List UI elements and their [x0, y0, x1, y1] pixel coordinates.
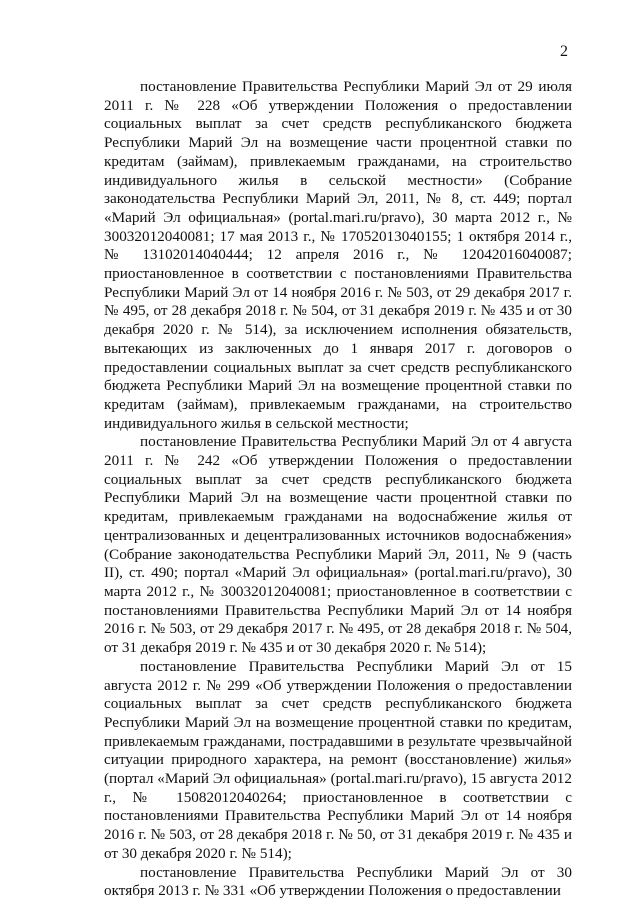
page-number: 2: [560, 43, 568, 60]
paragraph-resolution-242: постановление Правительства Республики Марий Эл от 4 августа 2011 г. № 242 «Об утверждении Положения о предоставлении социальных выплат за счет средств республиканского бюджета Республики Марий Эл на возмещение части процентной ставки по кредитам, привлекаемым гражданами на водоснабжение жилья от централизованных и децентрализованных источников водоснабжения» (Собрание законодательства Республики Марий Эл, 2011, № 9 (часть II), ст. 490; портал «Марий Эл официальная» (portal.mari.ru/pravo), 30 марта 2012 г., № 30032012040081; приостановленное в соответствии с постановлениями Правительства Республики Марий Эл от 14 ноября 2016 г. № 503, от 29 декабря 2017 г. № 495, от 28 декабря 2018 г. № 504, от 31 декабря 2019 г. № 435 и от 30 декабря 2020 г. № 514);: [104, 433, 572, 657]
paragraph-resolution-299: постановление Правительства Республики Марий Эл от 15 августа 2012 г. № 299 «Об утверждении Положения о предоставлении социальных выплат за счет средств республиканского бюджета Республики Марий Эл на возмещение процентной ставки по кредитам, привлекаемым гражданами, пострадавшими в результате чрезвычайной ситуации природного характера, на ремонт (восстановление) жилья» (портал «Марий Эл официальная» (portal.mari.ru/pravo), 15 августа 2012 г., № 15082012040264; приостановленное в соответствии с постановлениями Правительства Республики Марий Эл от 14 ноября 2016 г. № 503, от 28 декабря 2018 г. № 50, от 31 декабря 2019 г. № 435 и от 30 декабря 2020 г. № 514);: [104, 657, 572, 862]
paragraph-resolution-331: постановление Правительства Республики Марий Эл от 30 октября 2013 г. № 331 «Об утверждении Положения о предоставлении: [104, 863, 572, 900]
document-body: [104, 78, 572, 901]
paragraph-resolution-228: постановление Правительства Республики Марий Эл от 29 июля 2011 г. № 228 «Об утверждении Положения о предоставлении социальных выплат за счет средств республиканского бюджета Республики Марий Эл на возмещение части процентной ставки по кредитам (займам), привлекаемым гражданами, на строительство индивидуального жилья в сельской местности» (Собрание законодательства Республики Марий Эл, 2011, № 8, ст. 449; портал «Марий Эл официальная» (portal.mari.ru/pravo), 30 марта 2012 г., № 30032012040081; 17 мая 2013 г., № 17052013040155; 1 октября 2014 г., № 13102014040444; 12 апреля 2016 г., № 12042016040087; приостановленное в соответствии с постановлениями Правительства Республики Марий Эл от 14 ноября 2016 г. № 503, от 29 декабря 2017 г. № 495, от 28 декабря 2018 г. № 504, от 31 декабря 2019 г. № 435 и от 30 декабря 2020 г. № 514), за исключением исполнения обязательств, вытекающих из заключенных до 1 января 2017 г. договоров о предоставлении социальных выплат за счет средств республиканского бюджета Республики Марий Эл на возмещение процентной ставки по кредитам (займам), привлекаемым гражданами, на строительство индивидуального жилья в сельской местности;: [104, 78, 572, 432]
